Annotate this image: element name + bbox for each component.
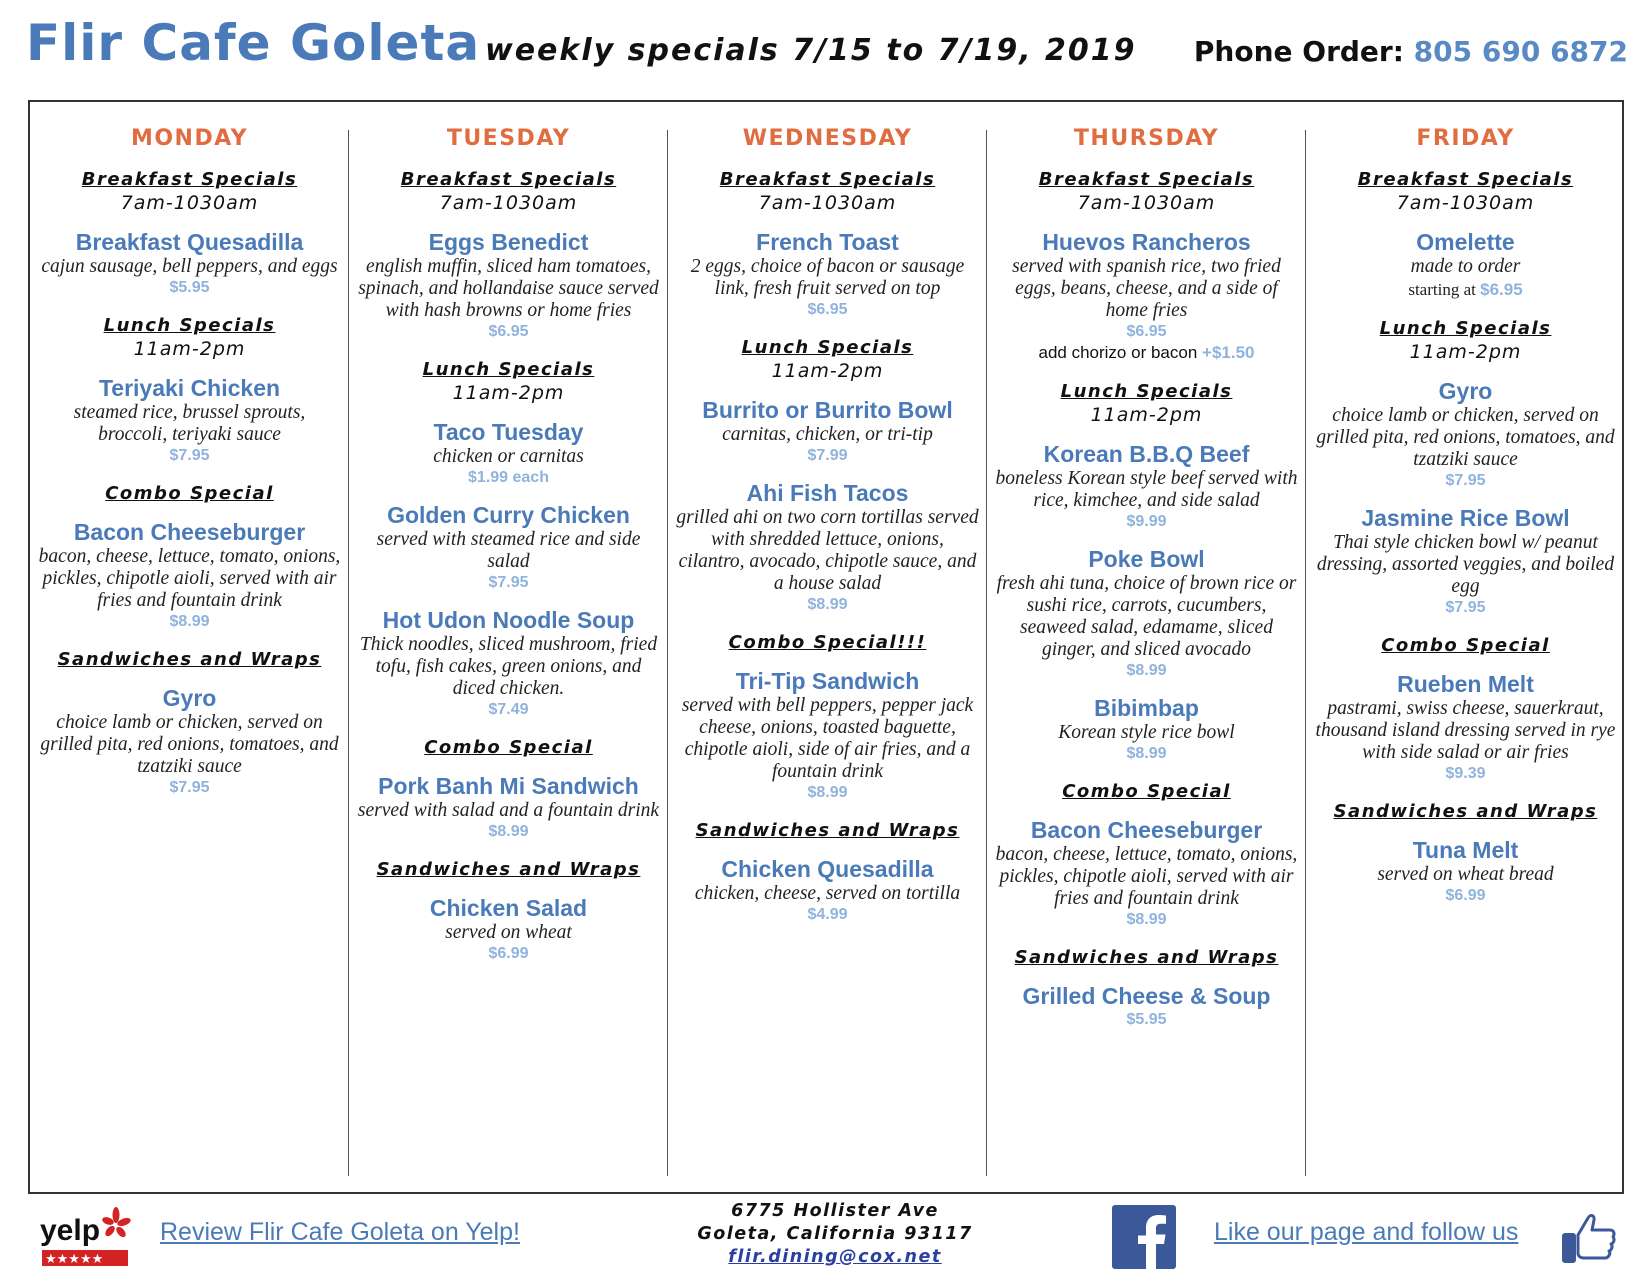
starting-label: starting at	[1408, 280, 1476, 299]
yelp-logo-text: yelp	[40, 1214, 101, 1247]
item-description: served with bell peppers, pepper jack cheese, onions, toasted baguette, chipotle aioli, side of air fries, and a fountain drink	[681, 695, 974, 782]
item-price: $7.95	[169, 447, 210, 464]
item-description: pastrami, swiss cheese, sauerkraut, thousand island dressing served in rye with side salad or air fries	[1315, 698, 1616, 763]
menu-item	[668, 228, 987, 319]
menu-item	[349, 418, 668, 487]
item-description: grilled ahi on two corn tortillas served with shredded lettuce, onions, cilantro, avocado, chipotle sauce, and a house salad	[676, 507, 979, 594]
section-heading: Lunch Specials	[741, 337, 914, 358]
menu-item	[30, 228, 349, 297]
facebook-icon[interactable]	[1112, 1205, 1176, 1269]
item-description: served with steamed rice and side salad	[376, 529, 641, 572]
day-title: WEDNESDAY	[742, 126, 913, 151]
add-on-price: +$1.50	[1202, 343, 1255, 362]
email-link[interactable]: flir.dining@cox.net	[728, 1247, 942, 1267]
section-hours: 7am-1030am	[1077, 192, 1216, 214]
menu-section	[30, 315, 349, 465]
item-name: Breakfast Quesadilla	[75, 229, 304, 255]
item-name: Gyro	[162, 685, 217, 711]
item-price: $7.95	[1445, 472, 1486, 489]
item-price: $6.95	[488, 323, 529, 340]
item-name: Hot Udon Noodle Soup	[382, 607, 635, 633]
item-price: $8.99	[488, 823, 529, 840]
day-title: THURSDAY	[1073, 126, 1220, 151]
header	[0, 0, 1650, 96]
item-name: French Toast	[756, 229, 899, 255]
item-name: Bacon Cheeseburger	[1030, 817, 1263, 843]
section-heading: Combo Special	[105, 483, 274, 504]
section-heading: Sandwiches and Wraps	[1333, 801, 1598, 822]
item-description: cajun sausage, bell peppers, and eggs	[41, 256, 338, 277]
item-price: $7.95	[488, 574, 529, 591]
day-column-tuesday	[349, 102, 668, 1192]
day-column-wednesday	[668, 102, 987, 1192]
item-description: steamed rice, brussel sprouts, broccoli, teriyaki sauce	[73, 402, 306, 445]
menu-item	[1306, 504, 1625, 617]
menu-section	[668, 337, 987, 614]
item-description: bacon, cheese, lettuce, tomato, onions, pickles, chipotle aioli, served with air fries and fountain drink	[995, 844, 1298, 909]
yelp-logo-icon[interactable]	[40, 1206, 132, 1268]
menu-item	[987, 440, 1306, 531]
section-hours: 7am-1030am	[1396, 192, 1535, 214]
item-price: $9.39	[1445, 765, 1486, 782]
item-description: made to order	[1410, 256, 1521, 277]
menu-section	[987, 781, 1306, 929]
menu-section	[987, 169, 1306, 363]
section-hours: 11am-2pm	[771, 360, 884, 382]
phone-number[interactable]: 805 690 6872	[1413, 35, 1628, 68]
section-heading: Breakfast Specials	[1357, 169, 1574, 190]
menu-item	[349, 501, 668, 592]
menu-section	[30, 169, 349, 297]
section-heading: Combo Special	[1381, 635, 1550, 656]
item-price: $8.99	[807, 596, 848, 613]
item-price: $7.95	[169, 779, 210, 796]
item-price: $8.99	[807, 784, 848, 801]
svg-text:★★★★★: ★★★★★	[45, 1252, 104, 1267]
item-name: Teriyaki Chicken	[98, 375, 281, 401]
menu-item	[30, 374, 349, 465]
item-price: $1.99 each	[468, 469, 549, 486]
section-heading: Combo Special!!!	[728, 632, 927, 653]
menu-section	[349, 859, 668, 963]
menu-item	[668, 479, 987, 614]
item-name: Tuna Melt	[1412, 837, 1519, 863]
item-name: Ahi Fish Tacos	[746, 480, 909, 506]
menu-section	[668, 169, 987, 319]
footer	[0, 1198, 1650, 1275]
item-price: $7.95	[1445, 599, 1486, 616]
menu-item	[668, 855, 987, 924]
item-description: Korean style rice bowl	[1058, 722, 1235, 743]
menu-item	[349, 894, 668, 963]
section-heading: Lunch Specials	[103, 315, 276, 336]
menu-section	[349, 737, 668, 841]
item-name: Grilled Cheese & Soup	[1022, 983, 1271, 1009]
yelp-burst-icon	[101, 1207, 132, 1239]
item-name: Korean B.B.Q Beef	[1043, 441, 1250, 467]
yelp-review-link[interactable]: Review Flir Cafe Goleta on Yelp!	[160, 1218, 520, 1246]
menu-section	[349, 359, 668, 719]
item-price: $6.95	[1126, 323, 1167, 340]
item-description: carnitas, chicken, or tri-tip	[722, 424, 933, 445]
item-name: Rueben Melt	[1397, 671, 1534, 697]
menu-item	[668, 396, 987, 465]
section-heading: Lunch Specials	[1060, 381, 1233, 402]
section-heading: Lunch Specials	[1379, 318, 1552, 339]
item-description: bacon, cheese, lettuce, tomato, onions, pickles, chipotle aioli, served with air fries and fountain drink	[38, 546, 341, 611]
item-description: english muffin, sliced ham tomatoes, spinach, and hollandaise sauce served with hash browns or home fries	[358, 256, 659, 321]
section-heading: Breakfast Specials	[400, 169, 617, 190]
menu-section	[30, 483, 349, 631]
section-hours: 11am-2pm	[133, 338, 246, 360]
starting-price-note	[1314, 280, 1617, 300]
menu-item	[1306, 670, 1625, 783]
day-title: FRIDAY	[1416, 126, 1515, 151]
menu-section	[1306, 801, 1625, 905]
day-column-friday	[1306, 102, 1625, 1192]
address-street: 6775 Hollister Ave	[731, 1201, 939, 1221]
menu-section	[668, 820, 987, 924]
menu-section	[1306, 635, 1625, 783]
section-hours: 7am-1030am	[758, 192, 897, 214]
item-name: Pork Banh Mi Sandwich	[378, 773, 639, 799]
item-price: $7.49	[488, 701, 529, 718]
weekly-specials-title: weekly specials 7/15 to 7/19, 2019	[485, 33, 1137, 68]
menu-section	[1306, 318, 1625, 617]
item-price: $4.99	[807, 906, 848, 923]
item-price: $7.99	[807, 447, 848, 464]
add-on-note	[995, 343, 1298, 363]
day-title: MONDAY	[130, 126, 249, 151]
menu-item	[1306, 228, 1625, 300]
item-price: $6.95	[1480, 280, 1523, 299]
menu-section	[987, 947, 1306, 1029]
address-block	[680, 1200, 990, 1269]
section-hours: 7am-1030am	[439, 192, 578, 214]
item-name: Burrito or Burrito Bowl	[702, 397, 953, 423]
item-description: Thick noodles, sliced mushroom, fried tofu, fish cakes, green onions, and diced chicken.	[359, 634, 658, 699]
item-description: served with spanish rice, two fried eggs, beans, cheese, and a side of home fries	[1012, 256, 1281, 321]
section-heading: Sandwiches and Wraps	[695, 820, 960, 841]
menu-item	[1306, 836, 1625, 905]
item-price: $8.99	[1126, 911, 1167, 928]
menu-section	[349, 169, 668, 341]
item-name: Eggs Benedict	[428, 229, 589, 255]
section-hours: 7am-1030am	[120, 192, 259, 214]
item-description: fresh ahi tuna, choice of brown rice or sushi rice, carrots, cucumbers, seaweed salad, edamame, sliced ginger, and sliced avocado	[996, 573, 1297, 660]
menu-item	[987, 545, 1306, 680]
weekly-menu	[28, 100, 1624, 1194]
section-heading: Breakfast Specials	[719, 169, 936, 190]
section-heading: Breakfast Specials	[81, 169, 298, 190]
menu-section	[987, 381, 1306, 763]
facebook-follow-link[interactable]: Like our page and follow us	[1214, 1218, 1519, 1246]
menu-item	[349, 606, 668, 719]
item-name: Taco Tuesday	[433, 419, 584, 445]
item-name: Poke Bowl	[1088, 546, 1205, 572]
day-column-monday	[30, 102, 349, 1192]
item-description: 2 eggs, choice of bacon or sausage link, fresh fruit served on top	[690, 256, 965, 299]
menu-section	[668, 632, 987, 802]
menu-item	[1306, 377, 1625, 490]
section-heading: Lunch Specials	[422, 359, 595, 380]
item-price: $5.95	[1126, 1011, 1167, 1028]
section-heading: Breakfast Specials	[1038, 169, 1255, 190]
menu-item	[349, 772, 668, 841]
item-price: $6.99	[488, 945, 529, 962]
item-name: Bibimbap	[1094, 695, 1199, 721]
menu-item	[30, 518, 349, 631]
item-name: Jasmine Rice Bowl	[1361, 505, 1570, 531]
item-name: Bacon Cheeseburger	[73, 519, 306, 545]
item-description: choice lamb or chicken, served on grilled pita, red onions, tomatoes, and tzatziki sauce	[1316, 405, 1615, 470]
item-name: Golden Curry Chicken	[387, 502, 630, 528]
section-heading: Combo Special	[424, 737, 593, 758]
item-name: Omelette	[1416, 229, 1515, 255]
day-title: TUESDAY	[446, 126, 571, 151]
menu-item	[668, 667, 987, 802]
item-name: Huevos Rancheros	[1042, 229, 1251, 255]
section-heading: Sandwiches and Wraps	[57, 649, 322, 670]
menu-item	[987, 816, 1306, 929]
yelp-stars-icon	[42, 1250, 128, 1267]
item-name: Tri-Tip Sandwich	[735, 668, 920, 694]
section-hours: 11am-2pm	[452, 382, 565, 404]
menu-item	[987, 982, 1306, 1029]
menu-item	[349, 228, 668, 341]
cafe-title: Flir Cafe Goleta	[26, 14, 481, 72]
menu-item	[987, 228, 1306, 363]
item-description: served on wheat	[445, 922, 572, 943]
item-name: Chicken Quesadilla	[721, 856, 934, 882]
item-description: served on wheat bread	[1377, 864, 1554, 885]
item-description: Thai style chicken bowl w/ peanut dressing, assorted veggies, and boiled egg	[1316, 532, 1615, 597]
thumbs-up-icon[interactable]	[1560, 1208, 1618, 1266]
section-hours: 11am-2pm	[1090, 404, 1203, 426]
day-column-thursday	[987, 102, 1306, 1192]
menu-section	[30, 649, 349, 797]
item-description: served with salad and a fountain drink	[357, 800, 660, 821]
item-description: choice lamb or chicken, served on grilled pita, red onions, tomatoes, and tzatziki sauce	[40, 712, 339, 777]
item-price: $8.99	[1126, 745, 1167, 762]
menu-item	[30, 684, 349, 797]
add-on-label: add chorizo or bacon	[1038, 343, 1198, 362]
menu-item	[987, 694, 1306, 763]
item-description: chicken, cheese, served on tortilla	[694, 883, 961, 904]
item-price: $5.95	[169, 279, 210, 296]
item-description: boneless Korean style beef served with rice, kimchee, and side salad	[995, 468, 1298, 511]
phone-order	[1194, 35, 1628, 68]
phone-label: Phone Order:	[1193, 35, 1404, 68]
item-price: $8.99	[169, 613, 210, 630]
item-price: $6.95	[807, 301, 848, 318]
item-price: $9.99	[1126, 513, 1167, 530]
item-price: $8.99	[1126, 662, 1167, 679]
item-description: chicken or carnitas	[433, 446, 584, 467]
section-hours: 11am-2pm	[1409, 341, 1522, 363]
item-price: $6.99	[1445, 887, 1486, 904]
item-name: Gyro	[1438, 378, 1493, 404]
item-name: Chicken Salad	[429, 895, 588, 921]
section-heading: Sandwiches and Wraps	[376, 859, 641, 880]
menu-section	[1306, 169, 1625, 300]
address-city: Goleta, California 93117	[697, 1224, 973, 1244]
section-heading: Sandwiches and Wraps	[1014, 947, 1279, 968]
section-heading: Combo Special	[1062, 781, 1231, 802]
